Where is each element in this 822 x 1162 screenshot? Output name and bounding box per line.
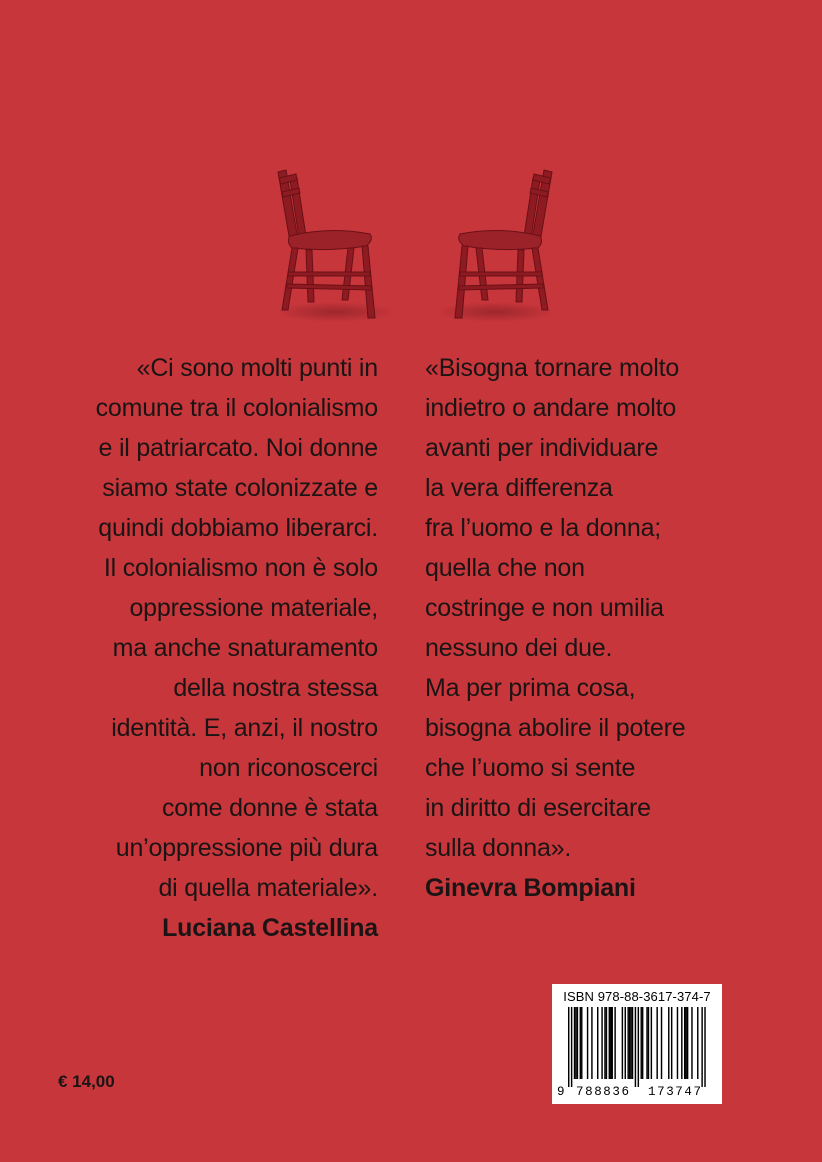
quote-line: costringe e non umilia — [425, 594, 664, 622]
quote-line: siamo state colonizzate e — [102, 474, 378, 502]
barcode-bar — [668, 1007, 669, 1079]
quote-line: quindi dobbiamo liberarci. — [98, 514, 378, 542]
barcode-bar — [697, 1007, 698, 1079]
quote-line: sulla donna». — [425, 834, 572, 862]
barcode-bar — [685, 1007, 686, 1079]
isbn-text: ISBN 978-88-3617-374-7 — [563, 989, 711, 1004]
ean-left-group: 788836 — [576, 1085, 631, 1099]
barcode-bar — [641, 1007, 642, 1079]
barcode-bars — [558, 1007, 716, 1089]
isbn-barcode — [552, 984, 722, 1104]
quote-line: «Ci sono molti punti in — [136, 354, 378, 382]
quote-line: in diritto di esercitare — [425, 794, 651, 822]
barcode-bar — [627, 1007, 628, 1079]
quote-line: come donne è stata — [162, 794, 378, 822]
barcode-bar — [687, 1007, 688, 1079]
quote-line: quella che non — [425, 554, 585, 582]
barcode-bar — [574, 1007, 575, 1079]
barcode-bar — [571, 1007, 572, 1087]
quote-line: la vera differenza — [425, 474, 613, 502]
barcode-bar — [609, 1007, 610, 1079]
quote-line: un’oppressione più dura — [115, 834, 378, 862]
left-chair-icon — [278, 170, 375, 318]
quote-right — [425, 348, 685, 908]
barcode-bar — [642, 1007, 643, 1079]
barcode-bar — [632, 1007, 633, 1079]
barcode-bar — [622, 1007, 623, 1079]
ean-digits — [552, 1085, 722, 1101]
quote-line: comune tra il colonialismo — [95, 394, 378, 422]
barcode-bar — [671, 1007, 672, 1079]
barcode-bar — [651, 1007, 652, 1079]
barcode-bar — [684, 1007, 685, 1079]
ean-first-digit: 9 — [557, 1085, 565, 1099]
barcode-bar — [604, 1007, 605, 1079]
barcode-bar — [629, 1007, 630, 1079]
barcode-bar — [612, 1007, 613, 1079]
quote-line: identità. E, anzi, il nostro — [111, 714, 378, 742]
barcode-bar — [646, 1007, 647, 1079]
barcode-bar — [677, 1007, 678, 1079]
quote-line: e il patriarcato. Noi donne — [98, 434, 378, 462]
barcode-bar — [575, 1007, 576, 1079]
quote-line: non riconoscerci — [199, 754, 378, 782]
quote-left — [96, 348, 378, 948]
quote-line: «Bisogna tornare molto — [425, 354, 680, 382]
barcode-bar — [691, 1007, 692, 1079]
barcode-bar — [580, 1007, 581, 1079]
barcode-bar — [661, 1007, 662, 1079]
quote-line: della nostra stessa — [173, 674, 378, 702]
barcode-bar — [610, 1007, 611, 1079]
quote-line: ma anche snaturamento — [112, 634, 378, 662]
quote-line: nessuno dei due. — [425, 634, 613, 662]
quote-line: bisogna abolire il potere — [425, 714, 686, 742]
barcode-bar — [587, 1007, 588, 1079]
barcode-bar — [606, 1007, 607, 1079]
barcode-bar — [638, 1007, 639, 1087]
barcode-bar — [701, 1007, 702, 1087]
barcode-bar — [630, 1007, 631, 1079]
quote-line: che l’uomo si sente — [425, 754, 636, 782]
quote-line: di quella materiale». — [158, 874, 378, 902]
quote-line: indietro o andare molto — [425, 394, 677, 422]
quote-line: avanti per individuare — [425, 434, 659, 462]
barcode-bar — [591, 1007, 592, 1079]
quote-line: oppressione materiale, — [129, 594, 378, 622]
barcode-bar — [568, 1007, 569, 1087]
barcode-bar — [581, 1007, 582, 1079]
barcode-bar — [656, 1007, 657, 1079]
price-label: € 14,00 — [58, 1072, 115, 1091]
barcode-bar — [577, 1007, 578, 1079]
chairs-illustration — [270, 160, 560, 325]
quote-author: Ginevra Bompiani — [425, 874, 636, 902]
barcode-bar — [635, 1007, 636, 1087]
ean-right-group: 173747 — [648, 1085, 703, 1099]
barcode-bar — [648, 1007, 649, 1079]
barcode-bar — [681, 1007, 682, 1079]
quote-line: Il colonialismo non è solo — [103, 554, 378, 582]
barcode-bar — [704, 1007, 705, 1087]
barcode-bar — [597, 1007, 598, 1079]
barcode-bar — [614, 1007, 615, 1079]
right-chair-icon — [455, 170, 552, 318]
quote-line: Ma per prima cosa, — [425, 674, 636, 702]
quote-author: Luciana Castellina — [162, 914, 378, 942]
barcode-bar — [601, 1007, 602, 1079]
barcode-bar — [625, 1007, 626, 1079]
quote-line: fra l’uomo e la donna; — [425, 514, 662, 542]
